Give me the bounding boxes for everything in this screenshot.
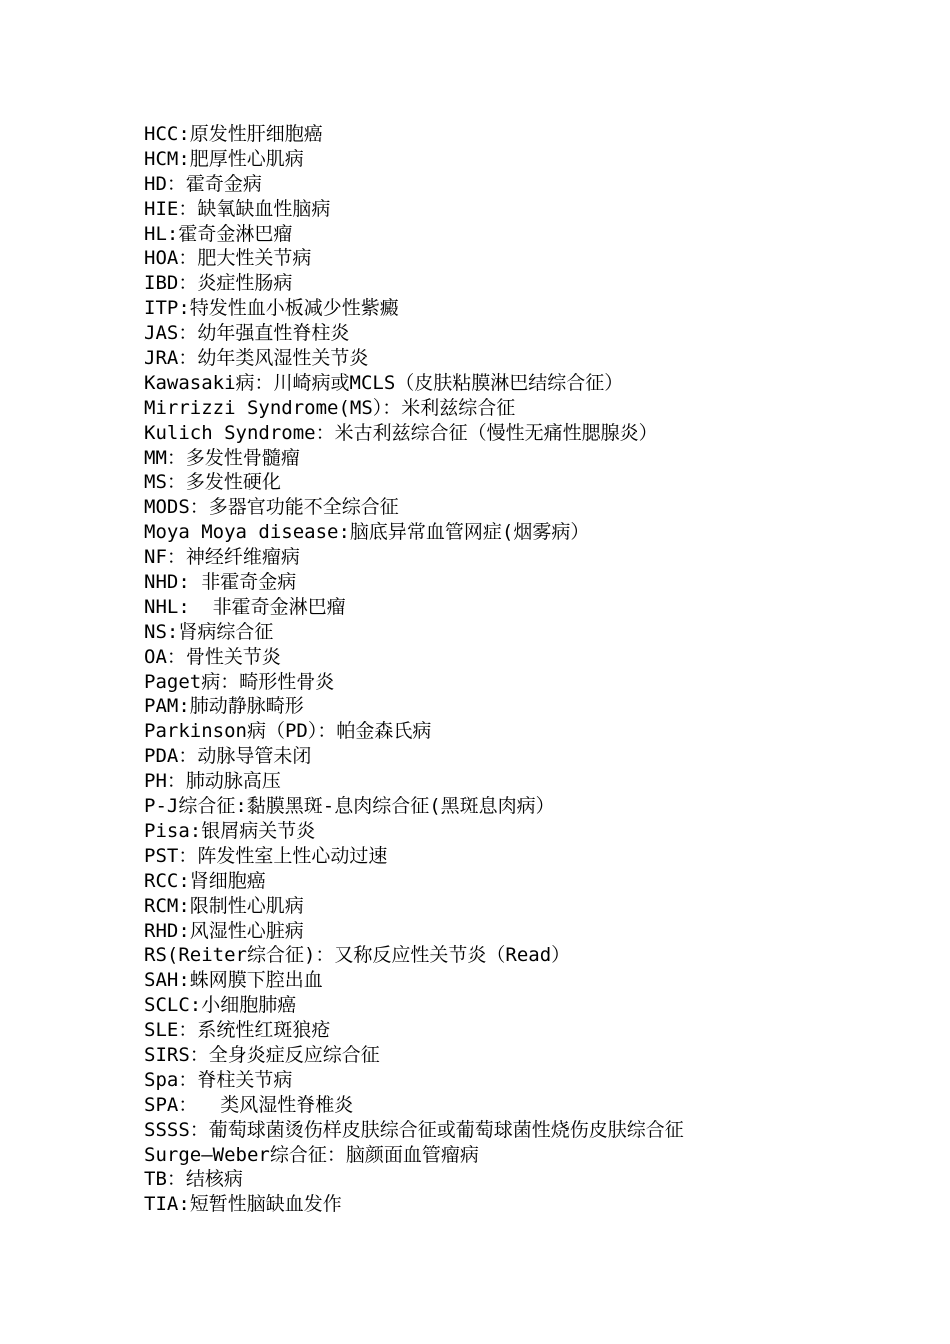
abbreviation-entry: IBD：炎症性肠病 (144, 272, 293, 295)
abbreviation-entry: NHL: 非霍奇金淋巴瘤 (144, 595, 346, 618)
abbreviation-entry: NF：神经纤维瘤病 (144, 546, 300, 569)
abbreviation-entry: Surge—Weber综合征：脑颜面血管瘤病 (144, 1143, 479, 1166)
abbreviation-entry: SSSS：葡萄球菌烫伤样皮肤综合征或葡萄球菌性烧伤皮肤综合征 (144, 1118, 684, 1141)
abbreviation-entry: RCM:限制性心肌病 (144, 894, 304, 917)
abbreviation-entry: OA：骨性关节炎 (144, 645, 281, 668)
abbreviation-entry: HIE：缺氧缺血性脑病 (144, 197, 331, 220)
abbreviation-entry: HL:霍奇金淋巴瘤 (144, 222, 293, 245)
abbreviation-entry: NHD: 非霍奇金病 (144, 571, 297, 594)
abbreviation-entry: HCM:肥厚性心肌病 (144, 147, 304, 170)
abbreviation-list (144, 122, 924, 1217)
abbreviation-entry: ITP:特发性血小板减少性紫癜 (144, 297, 399, 320)
abbreviation-entry: Paget病：畸形性骨炎 (144, 670, 335, 693)
abbreviation-entry: SAH:蛛网膜下腔出血 (144, 969, 323, 992)
abbreviation-entry: PST：阵发性室上性心动过速 (144, 844, 388, 867)
abbreviation-entry: SLE：系统性红斑狼疮 (144, 1019, 331, 1042)
abbreviation-entry: RCC:肾细胞癌 (144, 869, 266, 892)
abbreviation-entry: HD：霍奇金病 (144, 172, 262, 195)
abbreviation-entry: RHD:风湿性心脏病 (144, 919, 304, 942)
abbreviation-entry: HCC:原发性肝细胞癌 (144, 123, 323, 145)
abbreviation-entry: SPA： 类风湿性脊椎炎 (144, 1093, 354, 1116)
abbreviation-entry: TB：结核病 (144, 1168, 243, 1191)
abbreviation-entry: PH：肺动脉高压 (144, 770, 281, 793)
abbreviation-entry: MODS：多器官功能不全综合征 (144, 496, 399, 519)
abbreviation-entry: Parkinson病（PD）：帕金森氏病 (144, 720, 432, 743)
abbreviation-entry: Mirrizzi Syndrome(MS）：米利兹综合征 (144, 396, 516, 419)
abbreviation-entry: Spa：脊柱关节病 (144, 1068, 293, 1091)
abbreviation-entry: SIRS：全身炎症反应综合征 (144, 1043, 380, 1066)
abbreviation-entry: MM：多发性骨髓瘤 (144, 446, 300, 469)
abbreviation-entry: PDA：动脉导管未闭 (144, 745, 312, 768)
abbreviation-entry: RS(Reiter综合征)：又称反应性关节炎（Read） (144, 944, 571, 967)
abbreviation-entry: HOA：肥大性关节病 (144, 247, 312, 270)
abbreviation-entry: Kulich Syndrome：米古利兹综合征（慢性无痛性腮腺炎） (144, 421, 658, 444)
abbreviation-entry: NS:肾病综合征 (144, 620, 274, 643)
abbreviation-entry: MS：多发性硬化 (144, 471, 281, 494)
abbreviation-entry: P-J综合征:黏膜黑斑-息肉综合征(黑斑息肉病） (144, 795, 555, 818)
abbreviation-entry: TIA:短暂性脑缺血发作 (144, 1193, 342, 1216)
abbreviation-entry: Kawasaki病：川崎病或MCLS（皮肤粘膜淋巴结综合征） (144, 371, 624, 394)
abbreviation-entry: PAM:肺动静脉畸形 (144, 695, 304, 718)
abbreviation-entry: JAS：幼年强直性脊柱炎 (144, 322, 350, 345)
abbreviation-entry: JRA：幼年类风湿性关节炎 (144, 347, 369, 370)
abbreviation-entry: Pisa:银屑病关节炎 (144, 819, 316, 842)
abbreviation-entry: SCLC:小细胞肺癌 (144, 994, 297, 1017)
abbreviation-entry: Moya Moya disease:脑底异常血管网症(烟雾病） (144, 521, 590, 544)
